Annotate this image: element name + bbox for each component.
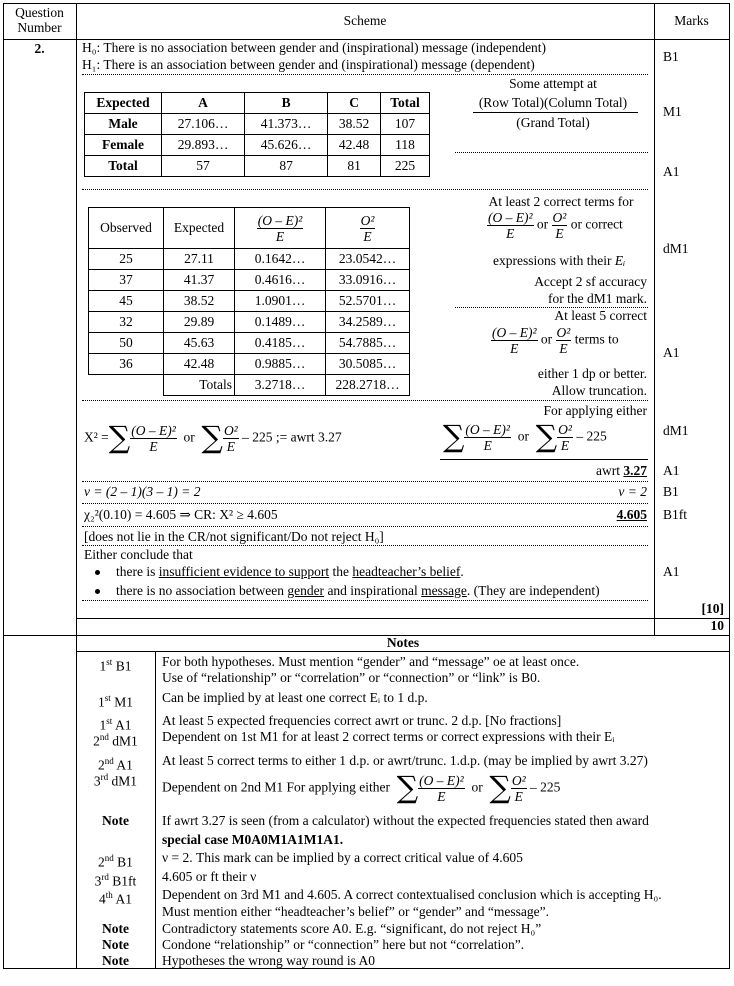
note-label: 2nd B1 — [98, 853, 133, 870]
note-text: Must mention either “headteacher’s belief” or “gender” and “message”. — [162, 904, 549, 919]
expected-cell: 27.106… — [162, 114, 245, 135]
text-part: message — [421, 583, 467, 598]
text-part: there is — [116, 564, 159, 579]
header-marks: Marks — [674, 13, 709, 28]
text-part: gender — [287, 583, 325, 598]
minus-225: – 225 — [576, 428, 607, 444]
formula-numerator: O² — [511, 773, 526, 788]
total-rule — [76, 618, 730, 619]
minus-225: – 225 — [530, 779, 561, 795]
note-text: For applying either — [543, 403, 647, 418]
ei-symbol: Eᵢ — [614, 253, 626, 268]
expected-cell: 45.626… — [245, 135, 328, 156]
or-text: or — [536, 216, 549, 232]
observed-cell: 27.11 — [164, 249, 235, 270]
note-text: For both hypotheses. Must mention “gender” and “message” oe at least once. — [162, 654, 580, 669]
header-scheme: Scheme — [343, 13, 387, 28]
text-part: . (They are independent) — [466, 583, 600, 598]
formula-numerator: (O – E)² — [419, 773, 464, 788]
dotted-rule — [82, 526, 648, 527]
observed-cell: 42.48 — [164, 354, 235, 375]
dotted-rule — [82, 503, 648, 504]
expected-header: C — [328, 93, 381, 114]
column-rule-marks — [654, 3, 655, 635]
expected-cell: 87 — [245, 156, 328, 177]
awrt-value — [451, 463, 647, 479]
expected-row-label: Female — [85, 135, 162, 156]
total-marks: 10 — [710, 618, 724, 633]
dotted-rule — [82, 545, 648, 546]
note-text — [162, 770, 561, 806]
note-label: 1st A1 — [99, 716, 132, 733]
formula-denominator: E — [363, 228, 372, 244]
mark-b1-hypotheses: B1 — [663, 49, 679, 64]
total-bracket: [10] — [701, 601, 724, 616]
observed-table — [88, 207, 410, 396]
or-correct-text: or correct — [570, 216, 623, 232]
formula-numerator: O² — [360, 212, 375, 228]
sigma-symbol: ∑ — [443, 419, 465, 455]
degrees-of-freedom: ν = (2 – 1)(3 – 1) = 2 — [84, 484, 201, 499]
critical-region: χ₂²(0.10) = 4.605 ⇒ CR: X² ≥ 4.605 — [84, 507, 278, 522]
observed-header: Observed — [89, 208, 164, 249]
sigma-symbol: ∑ — [108, 420, 131, 456]
mark-dm1-chi: dM1 — [663, 423, 689, 438]
formula-denominator: E — [275, 228, 285, 244]
dotted-rule — [82, 189, 648, 190]
expected-cell: 57 — [162, 156, 245, 177]
note-text: for the dM1 mark. — [548, 291, 647, 306]
formula-denominator: E — [514, 789, 523, 804]
text-part: and inspirational — [324, 583, 422, 598]
sigma-symbol: ∑ — [489, 770, 511, 806]
null-hypothesis: H₀: There is no association between gender and (inspirational) message (independent) — [82, 40, 547, 55]
observed-cell: 38.52 — [164, 291, 235, 312]
observed-cell: 1.0901… — [235, 291, 326, 312]
observed-cell: 32 — [89, 312, 164, 333]
note-text: either 1 dp or better. — [537, 366, 647, 381]
formula-denominator: E — [510, 341, 519, 356]
question-number: 2. — [34, 41, 45, 56]
note-label: 3rd dM1 — [93, 772, 138, 789]
dotted-rule — [455, 152, 648, 153]
chi-right-formula — [443, 419, 607, 455]
observed-cell: 37 — [89, 270, 164, 291]
note-label: 1st B1 — [99, 657, 132, 674]
formula-denominator: E — [555, 226, 564, 241]
mark-a1-terms: A1 — [663, 345, 680, 360]
formula-numerator: O² — [223, 423, 238, 438]
formula-numerator: (O – E)² — [131, 423, 176, 438]
note-text: ν = 2. This mark can be implied by a correct critical value of 4.605 — [162, 850, 523, 865]
bullet-icon — [95, 589, 100, 594]
note-label: Note — [102, 813, 129, 828]
observed-cell: 52.5701… — [326, 291, 410, 312]
note-label: Note — [102, 921, 129, 936]
totals-cell: 3.2718… — [235, 375, 326, 396]
expected-note-numerator: (Row Total)(Column Total) — [478, 95, 628, 110]
formula-denominator: E — [437, 789, 446, 804]
note-text: At least 5 correct terms to either 1 d.p. or awrt/trunc. 1.d.p. (may be implied by awrt 3.27) — [162, 753, 648, 768]
formula-numerator: (O – E)² — [492, 325, 537, 340]
conclusion-bullet-1 — [116, 564, 464, 580]
or-text: or — [540, 331, 553, 347]
note-text: At least 2 correct terms for — [488, 194, 634, 209]
note-text: Contradictory statements score A0. E.g. “significant, do not reject H₀” — [162, 921, 542, 936]
degrees-of-freedom-value: ν = 2 — [618, 484, 647, 499]
mark-a1-expected: A1 — [663, 164, 680, 179]
formula-numerator: O² — [552, 210, 567, 225]
formula-numerator: O² — [556, 325, 571, 340]
or-text: or — [517, 428, 529, 444]
expected-cell: 118 — [381, 135, 430, 156]
formula-numerator: (O – E)² — [488, 210, 533, 225]
o2-term-header — [326, 208, 410, 249]
observed-cell: 25 — [89, 249, 164, 270]
observed-cell: 0.4185… — [235, 333, 326, 354]
expected-cell: 29.893… — [162, 135, 245, 156]
mark-m1-expected: M1 — [663, 104, 682, 119]
x2-symbol: X² = — [84, 429, 109, 445]
expected-header: Expected — [85, 93, 162, 114]
mark-a1-conclusion: A1 — [663, 564, 680, 579]
conclusion-bracket: [does not lie in the CR/not significant/Do not reject H₀] — [84, 529, 384, 544]
dotted-rule — [82, 600, 648, 601]
observed-cell: 34.2589… — [326, 312, 410, 333]
formula-denominator: E — [559, 341, 568, 356]
fraction-bar — [473, 112, 638, 113]
note-formula — [491, 325, 619, 356]
expected-note: Some attempt at — [509, 76, 597, 91]
or-text: or — [471, 779, 483, 795]
expected-cell: 81 — [328, 156, 381, 177]
note-label: 2nd dM1 — [93, 732, 138, 749]
note-text: At least 5 correct — [554, 308, 647, 323]
note-text: At least 5 expected frequencies correct awrt or trunc. 2 d.p. [No fractions] — [162, 713, 562, 728]
note-text: Hypotheses the wrong way round is A0 — [162, 953, 375, 968]
text-part: headteacher’s belief — [352, 564, 461, 579]
note-text: If awrt 3.27 is seen (from a calculator) without the expected frequencies stated then award — [162, 813, 649, 828]
note-text — [493, 253, 625, 269]
frame-right — [729, 3, 730, 969]
observed-cell: 29.89 — [164, 312, 235, 333]
totals-label: Totals — [164, 375, 235, 396]
formula-numerator: (O – E)² — [465, 422, 510, 437]
observed-cell: 50 — [89, 333, 164, 354]
observed-cell: 0.9885… — [235, 354, 326, 375]
observed-cell: 0.1642… — [235, 249, 326, 270]
mark-b1-nu: B1 — [663, 484, 679, 499]
expected-cell: 41.373… — [245, 114, 328, 135]
observed-cell: 36 — [89, 354, 164, 375]
note-label: Note — [102, 937, 129, 952]
underline-rule — [440, 459, 648, 460]
note-text: Allow truncation. — [551, 383, 647, 398]
totals-cell: 228.2718… — [326, 375, 410, 396]
sigma-symbol: ∑ — [535, 419, 558, 455]
note-formula — [487, 210, 623, 241]
bullet-icon — [95, 570, 100, 575]
or-text: or — [183, 429, 195, 445]
formula-denominator: E — [149, 439, 158, 454]
note-text: 4.605 or ft their ν — [162, 869, 257, 884]
note-label: 1st M1 — [98, 693, 133, 710]
formula-denominator: E — [483, 438, 492, 453]
expected-header: Expected — [164, 208, 235, 249]
chi-tail-text: – 225 ;= awrt 3.27 — [242, 429, 342, 445]
note-text: Condone “relationship” or “connection” here but not “correlation”. — [162, 937, 525, 952]
expected-row-label: Male — [85, 114, 162, 135]
frame-left — [3, 3, 4, 969]
note-label: Note — [102, 953, 129, 968]
dotted-rule — [82, 400, 648, 401]
awrt-result: 3.27 — [623, 463, 647, 478]
mark-b1ft-cr: B1ft — [663, 507, 688, 522]
note-text-part: expressions with their — [493, 253, 612, 268]
chi-term-header — [235, 208, 326, 249]
notes-title-rule — [76, 651, 730, 652]
header-question-number: Question Number — [15, 5, 64, 35]
observed-cell: 30.5085… — [326, 354, 410, 375]
expected-row-label: Total — [85, 156, 162, 177]
expected-cell: 107 — [381, 114, 430, 135]
formula-numerator: O² — [558, 422, 572, 437]
observed-cell: 54.7885… — [326, 333, 410, 354]
formula-denominator: E — [560, 438, 570, 453]
formula-denominator: E — [226, 439, 235, 454]
expected-header: A — [162, 93, 245, 114]
text-part: . — [460, 564, 464, 579]
alternative-hypothesis: H₁: There is an association between gender and (inspirational) message (dependent) — [82, 57, 535, 72]
observed-cell: 45 — [89, 291, 164, 312]
note-text: special case M0A0M1A1M1A1. — [162, 832, 344, 847]
note-label: 3rd B1ft — [94, 872, 137, 889]
note-text-part: terms to — [574, 331, 619, 347]
expected-frequency-table — [84, 92, 430, 177]
expected-cell: 225 — [381, 156, 430, 177]
note-text: Dependent on 3rd M1 and 4.605. A correct contextualised conclusion which is accepting H₀. — [162, 887, 662, 902]
note-text: Use of “relationship” or “correlation” or “connection” or “link” is B0. — [162, 670, 541, 685]
expected-header: B — [245, 93, 328, 114]
sigma-symbol: ∑ — [396, 770, 419, 806]
text-part: there is no association between — [116, 583, 288, 598]
observed-cell: 0.4616… — [235, 270, 326, 291]
text-part: the — [329, 564, 353, 579]
text-part: Dependent on 2nd M1 For applying either — [162, 779, 390, 795]
expected-header: Total — [381, 93, 430, 114]
expected-note-denominator: (Grand Total) — [516, 115, 590, 130]
note-label: 2nd A1 — [98, 756, 133, 773]
notes-column-rule — [155, 651, 156, 969]
conclusion-intro: Either conclude that — [84, 547, 193, 562]
note-text: Accept 2 sf accuracy — [534, 274, 647, 289]
blank-cell — [89, 375, 164, 396]
critical-value: 4.605 — [616, 507, 647, 522]
mark-scheme-page — [3, 3, 730, 969]
expected-cell: 38.52 — [328, 114, 381, 135]
expected-cell: 42.48 — [328, 135, 381, 156]
awrt-label: awrt — [596, 463, 620, 478]
notes-title: Notes — [386, 635, 420, 650]
mark-a1-chi: A1 — [663, 463, 680, 478]
text-part: insufficient evidence to support — [158, 564, 330, 579]
note-text: Can be implied by at least one correct Eᵢ to 1 d.p. — [162, 690, 428, 705]
mark-dm1-terms: dM1 — [663, 241, 689, 256]
formula-denominator: E — [506, 226, 515, 241]
observed-cell: 45.63 — [164, 333, 235, 354]
chi-squared-statistic — [84, 420, 342, 456]
sigma-symbol: ∑ — [201, 420, 223, 456]
frame-top — [3, 3, 730, 4]
dotted-rule — [82, 74, 648, 75]
observed-cell: 0.1489… — [235, 312, 326, 333]
formula-numerator: (O – E)² — [257, 212, 303, 228]
observed-cell: 33.0916… — [326, 270, 410, 291]
conclusion-bullet-2 — [116, 583, 600, 599]
observed-cell: 23.0542… — [326, 249, 410, 270]
note-text: Dependent on 1st M1 for at least 2 correct terms or correct expressions with their Eᵢ — [162, 729, 615, 744]
observed-cell: 41.37 — [164, 270, 235, 291]
dotted-rule — [82, 481, 648, 482]
note-label: 4th A1 — [99, 890, 132, 907]
